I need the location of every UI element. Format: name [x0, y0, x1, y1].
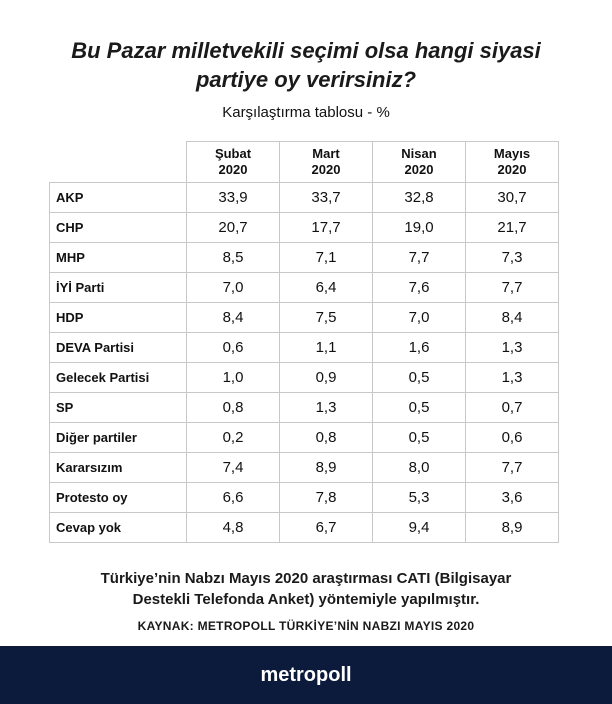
table-row	[50, 303, 559, 333]
value-cell: 0,5	[373, 363, 466, 393]
value-cell: 0,9	[280, 363, 373, 393]
value-cell: 0,5	[373, 393, 466, 423]
table-corner-cell	[50, 142, 187, 183]
value-cell: 8,9	[280, 453, 373, 483]
value-cell: 7,7	[466, 273, 559, 303]
value-cell: 3,6	[466, 483, 559, 513]
value-cell: 0,5	[373, 423, 466, 453]
column-header-mart	[280, 142, 373, 183]
party-label: AKP	[50, 183, 187, 213]
table-row	[50, 513, 559, 543]
value-cell: 0,7	[466, 393, 559, 423]
party-label: Gelecek Partisi	[50, 363, 187, 393]
party-label: Diğer partiler	[50, 423, 187, 453]
column-header-year: 2020	[218, 162, 248, 177]
value-cell: 6,7	[280, 513, 373, 543]
value-cell: 8,5	[187, 243, 280, 273]
value-cell: 30,7	[466, 183, 559, 213]
value-cell: 7,6	[373, 273, 466, 303]
value-cell: 32,8	[373, 183, 466, 213]
value-cell: 7,7	[373, 243, 466, 273]
column-header-month: Mayıs	[493, 146, 531, 161]
comparison-table	[49, 141, 559, 543]
value-cell: 1,6	[373, 333, 466, 363]
party-label: SP	[50, 393, 187, 423]
chart-title-line-1: Bu Pazar milletvekili seçimi olsa hangi siyasi	[71, 38, 541, 63]
table-row	[50, 183, 559, 213]
table-row	[50, 423, 559, 453]
value-cell: 7,3	[466, 243, 559, 273]
party-label: HDP	[50, 303, 187, 333]
table-row	[50, 213, 559, 243]
table-body	[50, 183, 559, 543]
party-label: Cevap yok	[50, 513, 187, 543]
value-cell: 5,3	[373, 483, 466, 513]
party-label: Kararsızım	[50, 453, 187, 483]
value-cell: 7,5	[280, 303, 373, 333]
value-cell: 19,0	[373, 213, 466, 243]
value-cell: 6,6	[187, 483, 280, 513]
value-cell: 1,3	[466, 363, 559, 393]
value-cell: 0,6	[466, 423, 559, 453]
value-cell: 1,3	[466, 333, 559, 363]
value-cell: 8,4	[466, 303, 559, 333]
table-row	[50, 333, 559, 363]
value-cell: 20,7	[187, 213, 280, 243]
methodology-note	[0, 568, 612, 610]
methodology-note-line-1: Türkiye’nin Nabzı Mayıs 2020 araştırması CATI (Bilgisayar	[100, 570, 512, 587]
table-row	[50, 453, 559, 483]
column-header-mayis	[466, 142, 559, 183]
column-header-month: Şubat	[214, 146, 252, 161]
value-cell: 33,7	[280, 183, 373, 213]
chart-subtitle: Karşılaştırma tablosu - %	[222, 104, 390, 121]
value-cell: 1,3	[280, 393, 373, 423]
value-cell: 7,0	[187, 273, 280, 303]
footer-bar	[0, 646, 612, 704]
value-cell: 0,8	[280, 423, 373, 453]
value-cell: 7,0	[373, 303, 466, 333]
column-header-nisan	[373, 142, 466, 183]
value-cell: 1,0	[187, 363, 280, 393]
value-cell: 0,8	[187, 393, 280, 423]
value-cell: 8,9	[466, 513, 559, 543]
value-cell: 0,6	[187, 333, 280, 363]
column-header-year: 2020	[497, 162, 527, 177]
table-row	[50, 483, 559, 513]
value-cell: 0,2	[187, 423, 280, 453]
value-cell: 8,4	[187, 303, 280, 333]
value-cell: 4,8	[187, 513, 280, 543]
party-label: MHP	[50, 243, 187, 273]
methodology-note-line-2: Destekli Telefonda Anket) yöntemiyle yapılmıştır.	[132, 591, 480, 608]
column-header-year: 2020	[311, 162, 341, 177]
value-cell: 7,7	[466, 453, 559, 483]
value-cell: 7,8	[280, 483, 373, 513]
table-row	[50, 363, 559, 393]
column-header-year: 2020	[404, 162, 434, 177]
table-row	[50, 393, 559, 423]
metropoll-logo: metropoll	[260, 664, 352, 686]
value-cell: 1,1	[280, 333, 373, 363]
chart-title-line-2: partiye oy verirsiniz?	[195, 67, 417, 92]
table-row	[50, 273, 559, 303]
chart-title	[0, 36, 612, 94]
value-cell: 17,7	[280, 213, 373, 243]
value-cell: 21,7	[466, 213, 559, 243]
party-label: İYİ Parti	[50, 273, 187, 303]
source-caption: KAYNAK: METROPOLL TÜRKİYE’NİN NABZI MAYIS 2020	[137, 619, 475, 633]
column-header-month: Mart	[312, 146, 340, 161]
party-label: DEVA Partisi	[50, 333, 187, 363]
value-cell: 7,4	[187, 453, 280, 483]
column-header-month: Nisan	[401, 146, 437, 161]
value-cell: 33,9	[187, 183, 280, 213]
table-row	[50, 243, 559, 273]
value-cell: 9,4	[373, 513, 466, 543]
value-cell: 8,0	[373, 453, 466, 483]
value-cell: 7,1	[280, 243, 373, 273]
party-label: CHP	[50, 213, 187, 243]
column-header-subat	[187, 142, 280, 183]
value-cell: 6,4	[280, 273, 373, 303]
party-label: Protesto oy	[50, 483, 187, 513]
table-header-row	[50, 142, 559, 183]
